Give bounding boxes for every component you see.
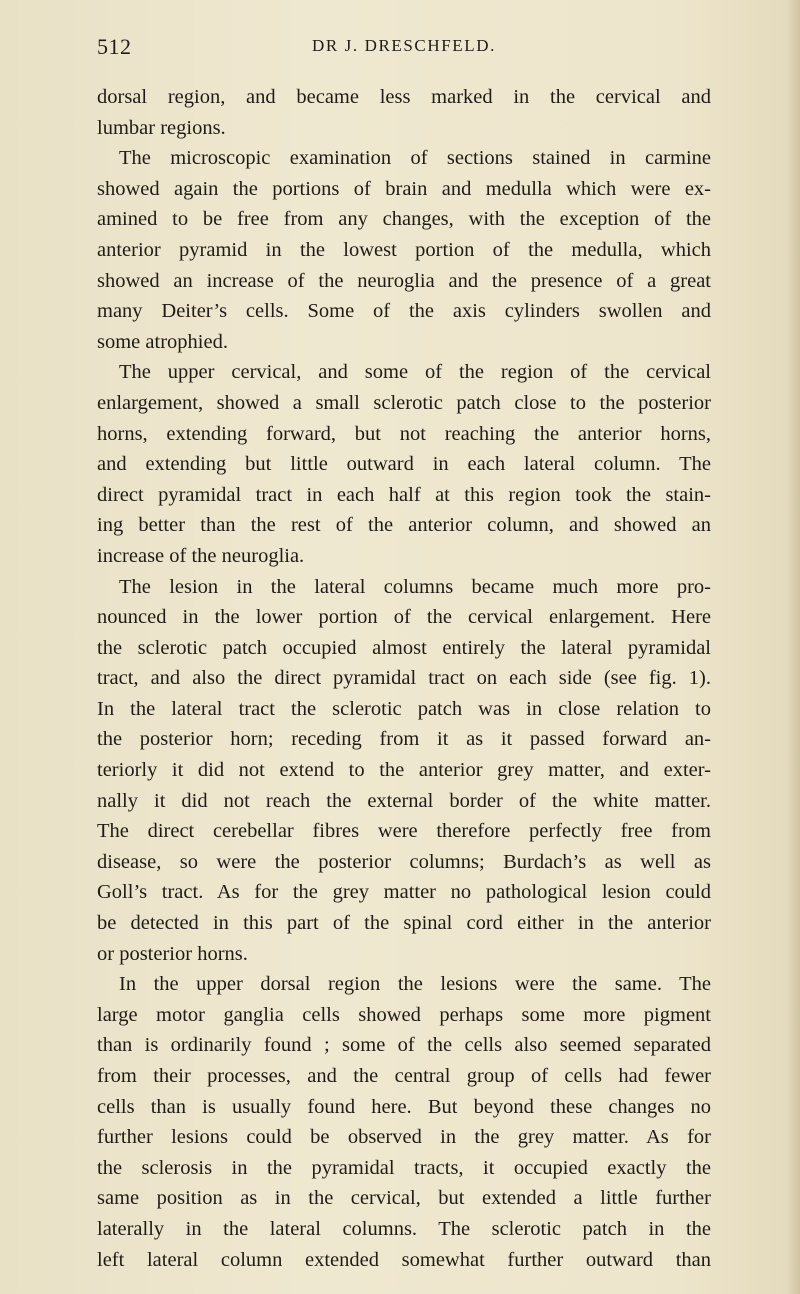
text-line: Goll’s tract. As for the grey matter no pathological lesion could xyxy=(97,881,711,904)
text-line: The microscopic examination of sections stained in carmine xyxy=(119,147,711,170)
text-line: anterior pyramid in the lowest portion of the medulla, which xyxy=(97,238,711,261)
text-line: cells than is usually found here. But beyond these changes no xyxy=(97,1095,711,1118)
text-line: In the upper dorsal region the lesions were the same. The xyxy=(119,973,711,996)
text-line: ing better than the rest of the anterior column, and showed an xyxy=(97,514,711,537)
text-line: the sclerotic patch occupied almost entirely the lateral pyramidal xyxy=(97,636,711,659)
text-line: showed again the portions of brain and medulla which were ex- xyxy=(97,177,711,200)
running-head xyxy=(97,34,711,62)
text-line: tract, and also the direct pyramidal tract on each side (see fig. 1). xyxy=(97,667,711,690)
text-line: lumbar regions. xyxy=(97,116,226,139)
text-line: amined to be free from any changes, with the exception of the xyxy=(97,208,711,231)
text-line: increase of the neuroglia. xyxy=(97,544,305,567)
text-line: horns, extending forward, but not reaching the anterior horns, xyxy=(97,422,711,445)
text-line: showed an increase of the neuroglia and the presence of a great xyxy=(97,269,711,292)
text-line: many Deiter’s cells. Some of the axis cylinders swollen and xyxy=(97,300,711,323)
text-line: teriorly it did not extend to the anterior grey matter, and exter- xyxy=(97,759,711,782)
text-line: left lateral column extended somewhat further outward than xyxy=(97,1248,711,1271)
text-line: the sclerosis in the pyramidal tracts, it occupied exactly the xyxy=(97,1156,711,1179)
text-line: be detected in this part of the spinal cord either in the anterior xyxy=(97,912,711,935)
text-line: In the lateral tract the sclerotic patch was in close relation to xyxy=(97,697,711,720)
body-text xyxy=(97,82,711,1275)
text-line: The direct cerebellar fibres were therefore perfectly free from xyxy=(97,820,711,843)
running-title: DR J. DRESCHFELD. xyxy=(311,36,496,55)
text-line: and extending but little outward in each lateral column. The xyxy=(97,453,711,476)
text-line: further lesions could be observed in the grey matter. As for xyxy=(97,1126,711,1149)
text-line: enlargement, showed a small sclerotic patch close to the posterior xyxy=(97,391,711,414)
page-edge-shadow xyxy=(786,0,800,1294)
text-line: the posterior horn; receding from it as it passed forward an- xyxy=(97,728,711,751)
text-line: from their processes, and the central group of cells had fewer xyxy=(97,1065,711,1087)
text-line: dorsal region, and became less marked in the cervical and xyxy=(97,86,711,108)
text-line: than is ordinarily found ; some of the cells also seemed separated xyxy=(97,1034,711,1057)
text-line: large motor ganglia cells showed perhaps some more pigment xyxy=(97,1003,711,1026)
text-line: same position as in the cervical, but extended a little further xyxy=(97,1187,711,1210)
text-line: laterally in the lateral columns. The sclerotic patch in the xyxy=(97,1217,711,1240)
text-line: some atrophied. xyxy=(97,330,228,353)
text-line: nounced in the lower portion of the cervical enlargement. Here xyxy=(97,606,711,629)
text-line: The lesion in the lateral columns became much more pro- xyxy=(119,575,711,598)
text-line: direct pyramidal tract in each half at this region took the stain- xyxy=(97,483,711,506)
page-number: 512 xyxy=(97,34,132,59)
text-line: or posterior horns. xyxy=(97,942,248,965)
text-line: The upper cervical, and some of the region of the cervical xyxy=(119,361,711,384)
text-line: nally it did not reach the external border of the white matter. xyxy=(97,789,711,812)
text-line: disease, so were the posterior columns; Burdach’s as well as xyxy=(97,850,711,873)
